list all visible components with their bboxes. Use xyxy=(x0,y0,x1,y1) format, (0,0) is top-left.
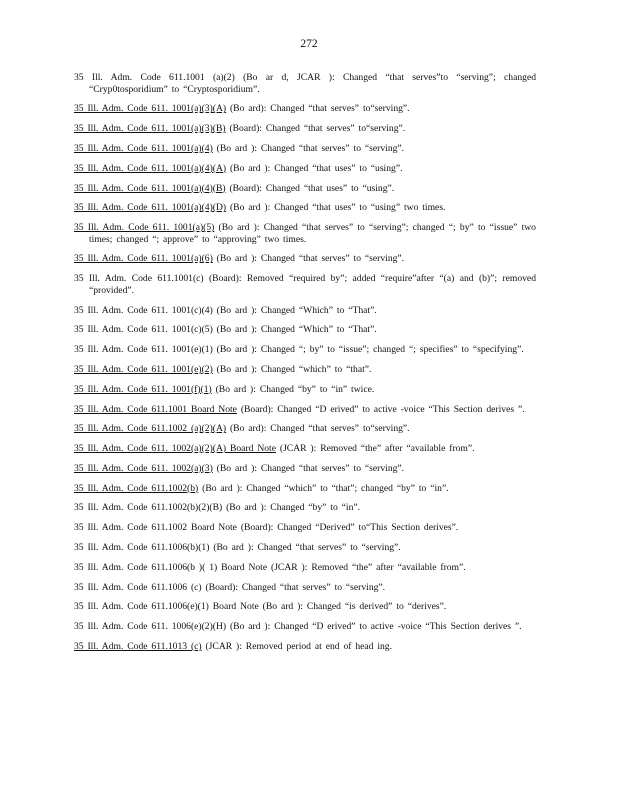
code-citation: 35 Ill. Adm. Code 611.1013 (c) xyxy=(74,640,202,652)
amendment-entry xyxy=(74,542,536,554)
change-description: (Bo ard ): Changed “that serves” to “serving”. xyxy=(209,541,401,553)
amendment-entry xyxy=(74,404,536,416)
change-description: (Board): Removed “required by”; added “require”after “(a) and (b)”; removed “provided”. xyxy=(89,273,536,296)
change-description: (Bo ard ): Changed “Which” to “That”. xyxy=(212,304,377,316)
amendment-entry xyxy=(74,423,536,435)
amendment-entry xyxy=(74,324,536,336)
change-description: (Board): Changed “Derived” to“This Section derives”. xyxy=(236,522,459,534)
code-citation: 35 Ill. Adm. Code 611. 1001(a)(4)(B) xyxy=(74,182,226,194)
change-description: (Bo ard): Changed “that serves” to“serving”. xyxy=(226,103,410,115)
change-description: (Bo ard ): Changed “that uses” to “using”. xyxy=(226,162,403,174)
code-citation: 35 Ill. Adm. Code 611. 1001(a)(4)(D) xyxy=(74,202,227,214)
code-citation: 35 Ill. Adm. Code 611.1002(b) xyxy=(74,482,199,494)
amendment-entry xyxy=(74,143,536,155)
change-description: (Bo ard ): Changed “by” to “in” twice. xyxy=(211,383,375,395)
code-citation: 35 Ill. Adm. Code 611. 1001(a)(6) xyxy=(74,253,213,265)
amendment-entry xyxy=(74,601,536,613)
code-citation: 35 Ill. Adm. Code 611. 1001(a)(5) xyxy=(74,222,215,234)
code-citation: 35 Ill. Adm. Code 611. 1001(f)(1) xyxy=(74,383,212,395)
amendment-entry xyxy=(74,103,536,115)
amendment-entry xyxy=(74,305,536,317)
amendment-entry xyxy=(74,273,536,296)
amendment-entry xyxy=(74,123,536,135)
code-citation: 35 Ill. Adm. Code 611.1006(b)(1) xyxy=(74,541,210,553)
change-description: (JCAR ): Removed “the” after “available from”. xyxy=(267,561,466,573)
code-citation: 35 Ill. Adm. Code 611. 1002(a)(3) xyxy=(74,462,213,474)
change-description: (Board): Changed “D erived” to active -voice “This Section derives ”. xyxy=(236,403,525,415)
code-citation: 35 Ill. Adm. Code 611. 1001(a)(4)(A) xyxy=(74,162,227,174)
amendment-entry xyxy=(74,502,536,514)
amendment-entry xyxy=(74,562,536,574)
change-description: Changed “that serves”to “serving”; changed “Cryp0tosporidium” to “Cryptosporidium”. xyxy=(89,72,536,95)
change-description: (Board): Changed “that serves” to“serving”. xyxy=(225,123,406,135)
code-citation: 35 Ill. Adm. Code 611. 1001(a)(4) xyxy=(74,142,213,154)
code-citation: 35 Ill. Adm. Code 611. 1001(c)(5) xyxy=(74,324,213,336)
change-description: (JCAR ): Removed period at end of head ing. xyxy=(201,640,393,652)
code-citation: 35 Ill. Adm. Code 611.1001 (a)(2) (Bo ar d, JCAR ): xyxy=(74,72,335,83)
code-citation: 35 Ill. Adm. Code 611.1001(c) xyxy=(74,273,204,285)
code-citation: 35 Ill. Adm. Code 611.1002 (a)(2)(A) xyxy=(74,423,227,435)
code-citation: 35 Ill. Adm. Code 611. 1002(a)(2)(A) Board Note xyxy=(74,443,276,455)
change-description: (Bo ard ): Changed “which” to “that”. xyxy=(212,363,372,375)
amendment-entry xyxy=(74,72,536,95)
amendment-entry xyxy=(74,364,536,376)
amendment-entry xyxy=(74,384,536,396)
code-citation: 35 Ill. Adm. Code 611. 1006(e)(2)(H) xyxy=(74,621,227,633)
code-citation: 35 Ill. Adm. Code 611. 1001(e)(1) xyxy=(74,344,213,356)
page-number: 272 xyxy=(300,38,318,50)
change-description: (Bo ard ): Changed “D erived” to active -voice “This Section derives ”. xyxy=(226,621,522,633)
change-description: (Bo ard ): Changed “Which” to “That”. xyxy=(212,324,377,336)
code-citation: 35 Ill. Adm. Code 611. 1001(a)(3)(A) xyxy=(74,103,227,115)
change-description: (Bo ard ): Changed “; by” to “issue”; changed “; specifies” to “specifying”. xyxy=(212,344,524,356)
amendment-entry xyxy=(74,202,536,214)
change-description: (Bo ard ): Changed “that serves” to “serving”. xyxy=(212,253,405,265)
change-description: (Bo ard ): Changed “that serves” to “serving”. xyxy=(212,462,405,474)
amendment-entry xyxy=(74,463,536,475)
amendment-entry xyxy=(74,522,536,534)
code-citation: 35 Ill. Adm. Code 611. 1001(e)(2) xyxy=(74,363,213,375)
amendment-entry xyxy=(74,443,536,455)
code-citation: 35 Ill. Adm. Code 611.1002(b)(2)(B) xyxy=(74,502,223,514)
code-citation: 35 Ill. Adm. Code 611.1006(e)(1) Board Note xyxy=(74,601,259,613)
change-description: (Bo ard ): Changed “that serves” to “serving”. xyxy=(212,142,405,154)
amendment-entry xyxy=(74,641,536,653)
change-description: (Bo ard ): Changed “by” to “in”. xyxy=(222,502,361,514)
amendment-entry xyxy=(74,621,536,633)
amendment-entry xyxy=(74,253,536,265)
amendment-entry xyxy=(74,163,536,175)
code-citation: 35 Ill. Adm. Code 611. 1001(c)(4) xyxy=(74,304,213,316)
code-citation: 35 Ill. Adm. Code 611. 1001(a)(3)(B) xyxy=(74,123,226,135)
amendment-entry xyxy=(74,582,536,594)
change-description: (JCAR ): Removed “the” after “available from”. xyxy=(275,443,475,455)
change-description: (Board): Changed “that uses” to “using”. xyxy=(225,182,395,194)
amendment-entry xyxy=(74,483,536,495)
code-citation: 35 Ill. Adm. Code 611.1006(b )( 1) Board Note xyxy=(74,561,268,573)
change-description: (Bo ard ): Changed “that serves” to “serving”; changed “; by” to “issue” two times; changed “; approve” to “approving” two times. xyxy=(89,222,536,245)
code-citation: 35 Ill. Adm. Code 611.1002 Board Note xyxy=(74,522,237,534)
change-description: (Bo ard ): Changed “which” to “that”; changed “by” to “in”. xyxy=(198,482,449,494)
change-description: (Bo ard ): Changed “that uses” to “using” two times. xyxy=(226,202,446,214)
amendment-entry xyxy=(74,222,536,245)
amendment-entry xyxy=(74,344,536,356)
change-description: (Board): Changed “that serves” to “serving”. xyxy=(201,581,386,593)
change-description: (Bo ard): Changed “that serves” to“serving”. xyxy=(226,423,410,435)
code-citation: 35 Ill. Adm. Code 611.1006 (c) xyxy=(74,581,202,593)
amendment-entry xyxy=(74,183,536,195)
code-citation: 35 Ill. Adm. Code 611.1001 Board Note xyxy=(74,403,237,415)
amendment-list xyxy=(74,72,536,661)
change-description: (Bo ard ): Changed “is derived” to “derives”. xyxy=(258,601,447,613)
